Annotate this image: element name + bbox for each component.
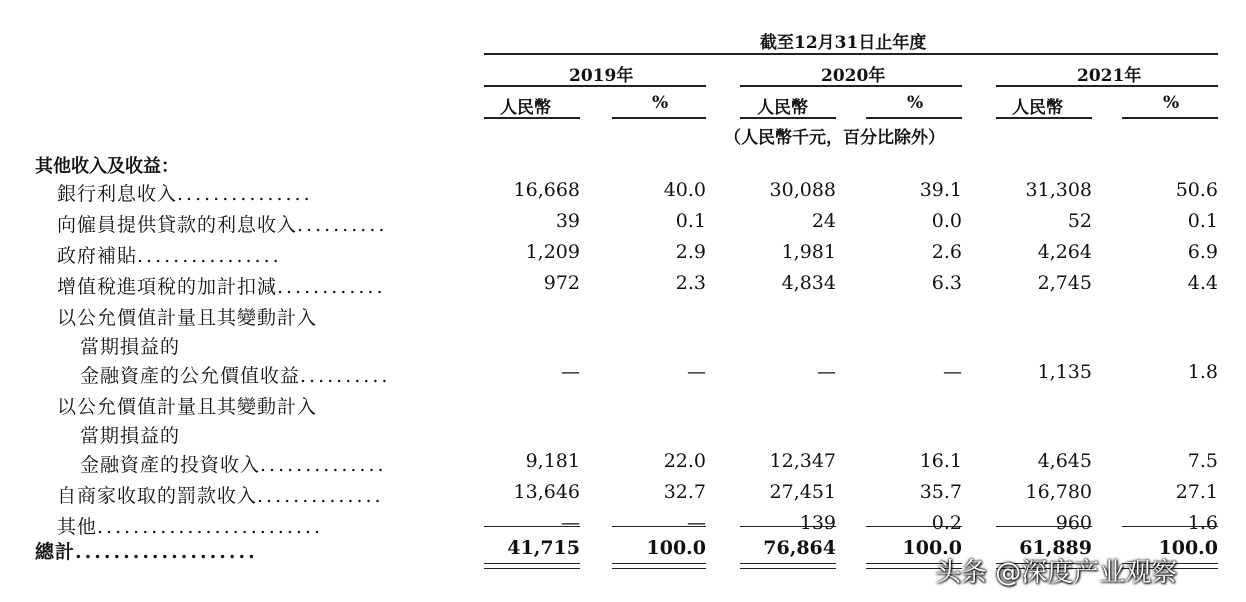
total-label: 總計................... — [35, 541, 258, 563]
table-cell: 1,135 — [1037, 361, 1092, 383]
table-cell: 50.6 — [1175, 179, 1218, 201]
table-cell: 9,181 — [525, 450, 580, 472]
total-double-rule — [612, 568, 706, 569]
table-cell: 2.9 — [675, 241, 706, 263]
period-rule — [484, 53, 1218, 55]
row-label: 自商家收取的罰款收入.............. — [57, 485, 384, 507]
table-cell: 1.8 — [1187, 361, 1218, 383]
total-double-rule — [484, 563, 580, 564]
total-double-rule — [740, 563, 836, 564]
table-cell: 16,780 — [1025, 481, 1092, 503]
table-cell: 39 — [555, 210, 580, 232]
row-label: 當期損益的 — [80, 336, 181, 358]
subtotal-rule — [484, 526, 580, 527]
table-cell: 0.1 — [675, 210, 706, 232]
table-cell: — — [561, 512, 580, 534]
table-cell: 7.5 — [1187, 450, 1218, 472]
table-cell: 2.3 — [675, 272, 706, 294]
col-rmb-2021: 人民幣 — [1012, 98, 1063, 118]
table-cell: 6.3 — [931, 272, 962, 294]
year-2019: 2019年 — [569, 66, 634, 86]
table-cell: 61,889 — [1019, 537, 1092, 559]
subtotal-rule — [1122, 526, 1218, 527]
table-cell: 27,451 — [769, 481, 836, 503]
table-cell: — — [687, 361, 706, 383]
col-rule — [740, 117, 836, 119]
table-cell: 27.1 — [1175, 481, 1218, 503]
table-cell: 4.4 — [1187, 272, 1218, 294]
year-rule-2019 — [484, 85, 706, 87]
row-label: 政府補貼................ — [57, 245, 282, 267]
table-cell: 32.7 — [663, 481, 706, 503]
col-rule — [866, 117, 962, 119]
year-rule-2020 — [740, 85, 962, 87]
col-pct-2019: % — [652, 93, 669, 113]
col-pct-2020: % — [907, 93, 924, 113]
col-pct-2021: % — [1163, 93, 1180, 113]
table-cell: 35.7 — [919, 481, 962, 503]
table-cell: 2,745 — [1037, 272, 1092, 294]
table-cell: 0.1 — [1187, 210, 1218, 232]
row-label: 其他......................... — [57, 516, 324, 538]
table-cell: 139 — [799, 512, 836, 534]
table-cell: 22.0 — [663, 450, 706, 472]
table-cell: 40.0 — [663, 179, 706, 201]
table-cell: 16.1 — [919, 450, 962, 472]
table-cell: 4,645 — [1037, 450, 1092, 472]
table-cell: 24 — [811, 210, 836, 232]
col-rule — [996, 117, 1092, 119]
table-cell: 6.9 — [1187, 241, 1218, 263]
subtotal-rule — [612, 526, 706, 527]
col-rule — [1122, 117, 1218, 119]
table-cell: 1,981 — [781, 241, 836, 263]
table-cell: — — [943, 361, 962, 383]
total-double-rule — [740, 568, 836, 569]
year-rule-2021 — [996, 85, 1218, 87]
table-cell: 52 — [1067, 210, 1092, 232]
table-cell: 0.2 — [931, 512, 962, 534]
table-cell: 2.6 — [931, 241, 962, 263]
row-label: 銀行利息收入............... — [57, 183, 313, 205]
table-cell: 4,264 — [1037, 241, 1092, 263]
row-label: 金融資產的投資收入.............. — [80, 454, 387, 476]
table-cell: 12,347 — [769, 450, 836, 472]
total-double-rule — [484, 568, 580, 569]
table-cell: 4,834 — [781, 272, 836, 294]
col-rule — [612, 117, 706, 119]
row-label: 增值稅進項稅的加計扣減............ — [57, 276, 386, 298]
table-cell: 41,715 — [507, 537, 580, 559]
table-cell: 100.0 — [1158, 537, 1218, 559]
year-2020: 2020年 — [821, 66, 886, 86]
period-heading: 截至12月31日止年度 — [760, 33, 927, 53]
table-cell: — — [561, 361, 580, 383]
table-cell: 100.0 — [646, 537, 706, 559]
table-cell: 972 — [543, 272, 580, 294]
table-cell: 0.0 — [931, 210, 962, 232]
subtotal-rule — [740, 526, 836, 527]
total-double-rule — [612, 563, 706, 564]
row-label: 以公允價值計量且其變動計入 — [57, 307, 318, 329]
unit-note: （人民幣千元，百分比除外） — [724, 128, 945, 148]
row-label: 金融資產的公允價值收益.......... — [80, 365, 391, 387]
subtotal-rule — [866, 526, 962, 527]
subtotal-rule — [996, 526, 1092, 527]
row-label: 以公允價值計量且其變動計入 — [57, 396, 318, 418]
watermark: 头条 @深度产业观察 — [935, 558, 1178, 588]
table-cell: 31,308 — [1025, 179, 1092, 201]
table-cell: 76,864 — [763, 537, 836, 559]
table-cell: 16,668 — [513, 179, 580, 201]
table-cell: 1.6 — [1187, 512, 1218, 534]
table-cell: 30,088 — [769, 179, 836, 201]
table-cell: 100.0 — [902, 537, 962, 559]
table-cell: 1,209 — [525, 241, 580, 263]
table-cell: 13,646 — [513, 481, 580, 503]
col-rmb-2019: 人民幣 — [500, 98, 551, 118]
table-cell: 960 — [1055, 512, 1092, 534]
year-2021: 2021年 — [1077, 66, 1142, 86]
row-label: 向僱員提供貸款的利息收入.......... — [57, 214, 388, 236]
col-rmb-2020: 人民幣 — [757, 98, 808, 118]
section-title: 其他收入及收益： — [35, 156, 179, 177]
table-cell: — — [817, 361, 836, 383]
col-rule — [484, 117, 580, 119]
row-label: 當期損益的 — [80, 425, 181, 447]
table-cell: 39.1 — [919, 179, 962, 201]
table-cell: — — [687, 512, 706, 534]
